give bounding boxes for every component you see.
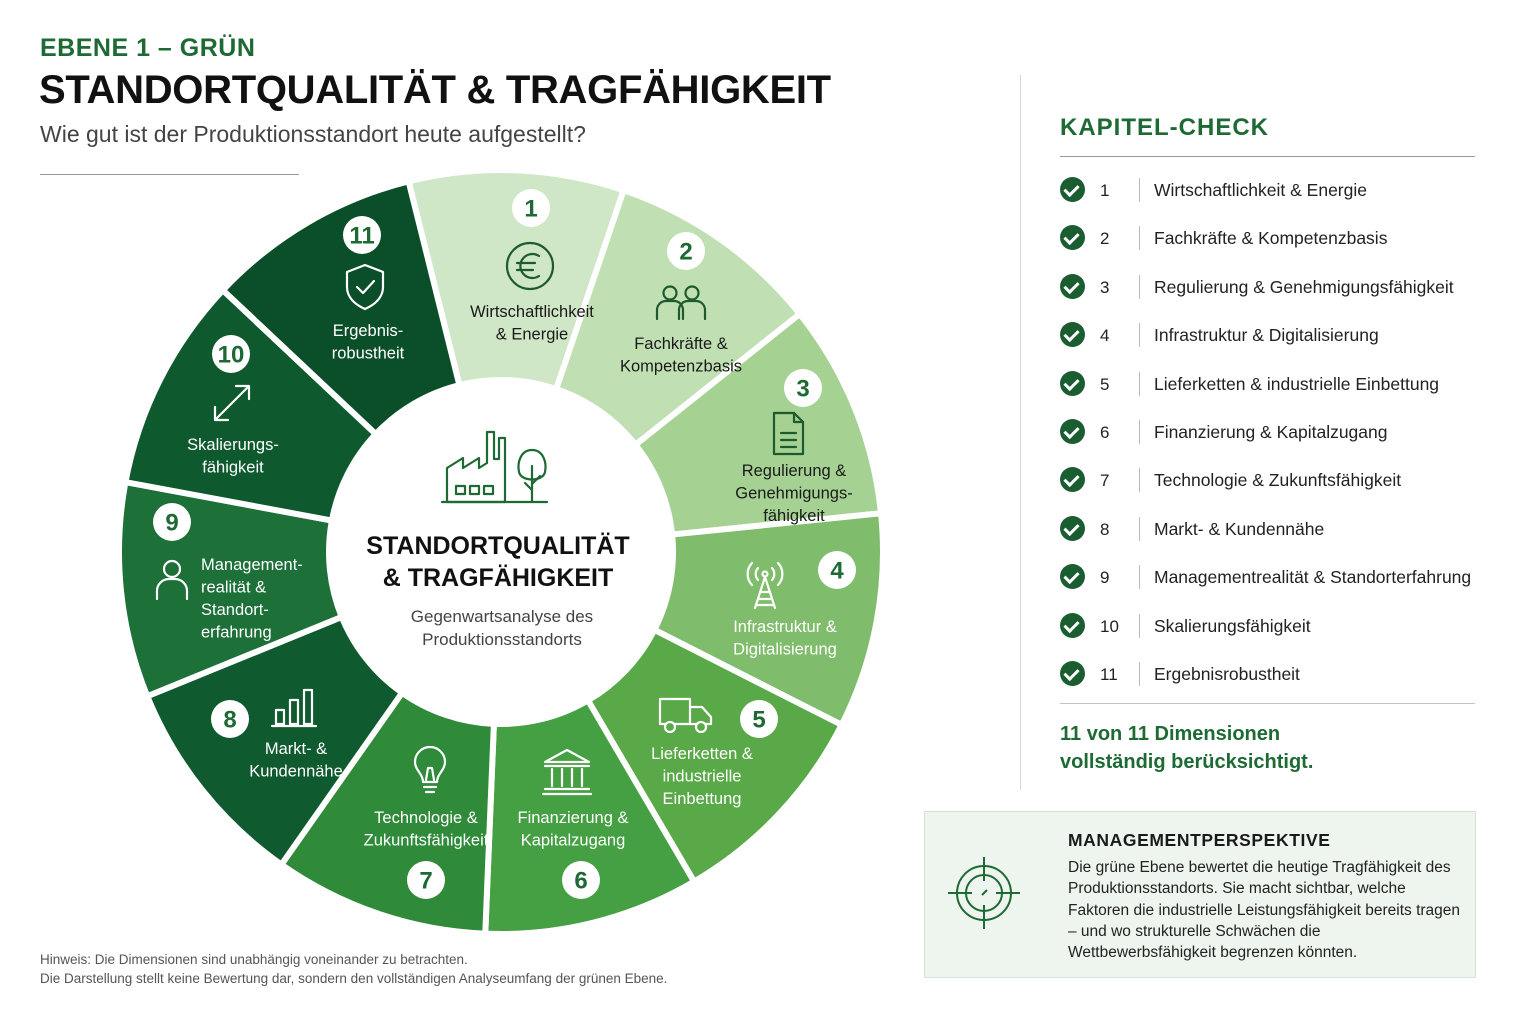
check-item-number: 6 xyxy=(1100,422,1110,442)
segment-label-line: Standort- xyxy=(201,601,269,619)
segment-label-line: Einbettung xyxy=(662,790,742,808)
check-item-separator xyxy=(1139,275,1140,299)
checkmark-icon xyxy=(1060,177,1085,202)
segment-label-line: Finanzierung & xyxy=(517,809,629,827)
segment-label-line: Kundennähe xyxy=(249,762,343,781)
segment-label-line: industrielle xyxy=(662,767,742,786)
footnote-line-2: Die Darstellung stellt keine Bewertung dar, sondern den vollständigen Analyseumfang der grünen Ebene. xyxy=(40,971,668,986)
checkmark-icon xyxy=(1060,322,1085,347)
segment-number: 5 xyxy=(752,706,766,734)
wheel-center-title: & TRAGFÄHIGKEIT xyxy=(382,564,614,592)
segment-label-line: fähigkeit xyxy=(763,507,825,525)
segment-number: 9 xyxy=(165,509,179,537)
check-item-separator xyxy=(1139,178,1140,202)
check-item-separator xyxy=(1139,565,1140,589)
segment-label-line: Digitalisierung xyxy=(733,640,837,659)
check-item-3 xyxy=(1060,263,1490,311)
segment-label-line: Skalierungs- xyxy=(187,436,279,454)
check-item-1 xyxy=(1060,166,1490,214)
segment-number: 10 xyxy=(217,341,245,369)
management-perspective-text: Die grüne Ebene bewertet die heutige Tragfähigkeit des Produktionsstandorts. Sie macht sichtbar, welche Faktoren die industrielle Leistungsfähigkeit bereits tragen – und wo strukturelle Schwächen die Wettbewerbsfähigkeit begrenzen könnten. xyxy=(1068,859,1461,962)
column-divider xyxy=(1020,75,1021,790)
segment-label-line: Infrastruktur & xyxy=(733,618,837,636)
check-item-number: 8 xyxy=(1100,519,1110,539)
segment-label-line: Technologie & xyxy=(374,809,478,827)
check-item-5 xyxy=(1060,360,1490,408)
segment-number: 3 xyxy=(796,375,810,403)
check-item-label: Technologie & Zukunftsfähigkeit xyxy=(1154,470,1402,491)
segment-number: 1 xyxy=(524,195,538,223)
check-item-9 xyxy=(1060,553,1490,601)
segment-label xyxy=(651,745,753,808)
segment-label-line: fähigkeit xyxy=(202,458,264,477)
checkmark-icon xyxy=(1060,225,1085,250)
checkmark-icon xyxy=(1060,564,1085,589)
segment-number: 4 xyxy=(830,557,844,585)
footnote-line-1: Hinweis: Die Dimensionen sind unabhängig voneinander zu betrachten. xyxy=(40,952,468,967)
check-item-11 xyxy=(1060,650,1490,698)
check-item-number: 2 xyxy=(1100,229,1110,249)
management-perspective-title: MANAGEMENTPERSPEKTIVE xyxy=(1068,830,1331,850)
check-item-separator xyxy=(1139,226,1140,250)
check-item-6 xyxy=(1060,408,1490,456)
check-item-label: Lieferketten & industrielle Einbettung xyxy=(1154,373,1440,394)
segment-label-line: & Energie xyxy=(495,325,569,344)
segment-number: 6 xyxy=(574,867,588,895)
segment-label-line: Markt- & xyxy=(264,740,328,758)
chapter-check-title: KAPITEL-CHECK xyxy=(1060,114,1269,141)
segment-label-line: Genehmigungs- xyxy=(735,484,853,503)
segment-number: 7 xyxy=(419,867,433,895)
segment-label-line: Regulierung & xyxy=(741,462,847,480)
segment-label-line: Ergebnis- xyxy=(332,322,404,340)
check-item-label: Infrastruktur & Digitalisierung xyxy=(1154,325,1379,346)
check-item-4 xyxy=(1060,311,1490,359)
check-item-label: Regulierung & Genehmigungsfähigkeit xyxy=(1154,276,1454,297)
check-item-number: 4 xyxy=(1100,326,1110,346)
segment-label-line: Lieferketten & xyxy=(651,745,753,763)
check-item-separator xyxy=(1139,323,1140,347)
segment-number: 11 xyxy=(349,222,375,250)
check-item-label: Wirtschaftlichkeit & Energie xyxy=(1154,180,1367,200)
check-item-2 xyxy=(1060,214,1490,262)
check-item-label: Fachkräfte & Kompetenzbasis xyxy=(1154,228,1388,249)
check-item-label: Skalierungsfähigkeit xyxy=(1154,615,1311,636)
segment-number: 2 xyxy=(679,238,693,266)
level-label: EBENE 1 – GRÜN xyxy=(40,34,256,62)
segment-label-line: Fachkräfte & xyxy=(634,335,728,353)
segment-label-line: erfahrung xyxy=(201,623,272,642)
check-item-number: 7 xyxy=(1100,471,1110,491)
check-item-separator xyxy=(1139,468,1140,492)
check-item-number: 1 xyxy=(1100,181,1110,200)
wheel-center-title: STANDORTQUALITÄT xyxy=(366,532,630,560)
coverage-summary-line-1: 11 von 11 Dimensionen xyxy=(1060,723,1281,745)
check-item-number: 11 xyxy=(1100,664,1118,684)
checkmark-icon xyxy=(1060,419,1085,444)
checkmark-icon xyxy=(1060,661,1085,686)
check-item-7 xyxy=(1060,456,1490,504)
footnote xyxy=(40,950,667,988)
segment-label-line: Management- xyxy=(201,556,303,574)
check-item-number: 5 xyxy=(1100,374,1110,394)
check-item-separator xyxy=(1139,420,1140,444)
check-item-number: 9 xyxy=(1100,568,1110,588)
check-item-separator xyxy=(1139,372,1140,396)
checkmark-icon xyxy=(1060,467,1085,492)
segment-label-line: Wirtschaftlichkeit xyxy=(470,303,594,321)
checkmark-icon xyxy=(1060,274,1085,299)
check-item-number: 3 xyxy=(1100,277,1110,297)
checkmark-icon xyxy=(1060,371,1085,396)
target-crosshair-icon xyxy=(944,853,1024,933)
chapter-check-divider-top xyxy=(1060,156,1475,157)
check-item-separator xyxy=(1139,517,1140,541)
wheel-center-subtitle: Gegenwartsanalyse des xyxy=(410,607,594,626)
check-item-label: Finanzierung & Kapitalzugang xyxy=(1154,421,1388,442)
check-item-label: Markt- & Kundennähe xyxy=(1154,518,1325,539)
segment-label-line: Kompetenzbasis xyxy=(620,357,742,376)
check-item-number: 10 xyxy=(1100,616,1119,636)
chapter-check-divider-bottom xyxy=(1060,703,1475,704)
chapter-check-list xyxy=(1060,166,1490,698)
checkmark-icon xyxy=(1060,516,1085,541)
checkmark-icon xyxy=(1060,613,1085,638)
check-item-8 xyxy=(1060,505,1490,553)
page-subtitle: Wie gut ist der Produktionsstandort heute aufgestellt? xyxy=(40,121,586,147)
coverage-summary-line-2: vollständig berücksichtigt. xyxy=(1060,751,1314,773)
segment-label-line: realität & xyxy=(201,578,267,597)
segment-label-line: Zukunftsfähigkeit xyxy=(363,831,489,850)
wheel-center-subtitle: Produktionsstandorts xyxy=(422,630,582,649)
check-item-separator xyxy=(1139,614,1140,638)
page-title: STANDORTQUALITÄT & TRAGFÄHIGKEIT xyxy=(39,68,831,112)
segment-label-line: robustheit xyxy=(331,344,405,363)
check-item-10 xyxy=(1060,602,1490,650)
segment-label-line: Kapitalzugang xyxy=(520,831,626,850)
check-item-label: Ergebnisrobustheit xyxy=(1154,663,1300,684)
segment-number: 8 xyxy=(223,706,237,734)
check-item-label: Managementrealität & Standorterfahrung xyxy=(1154,567,1472,588)
coverage-summary xyxy=(1060,720,1313,776)
check-item-separator xyxy=(1139,662,1140,686)
